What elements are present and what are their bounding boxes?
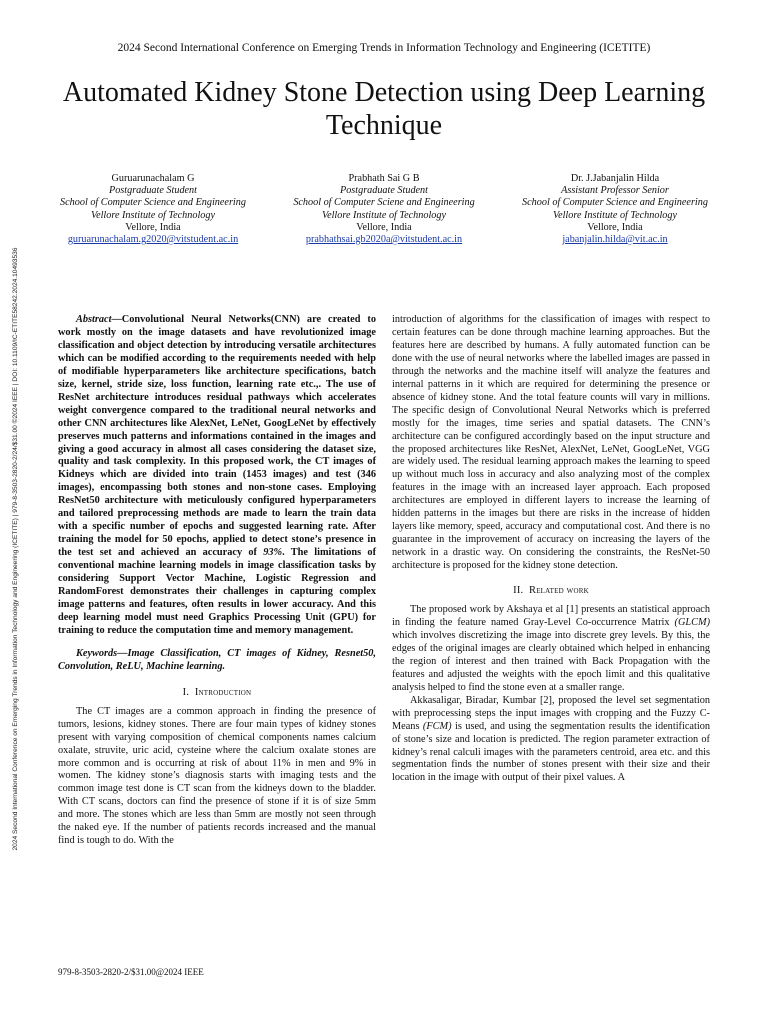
author-institution: Vellore Institute of Technology <box>90 209 216 221</box>
author-location: Vellore, India <box>356 221 412 233</box>
conference-header: 2024 Second International Conference on Emerging Trends in Information Technology and Engineering (ICETITE) <box>117 42 651 54</box>
author-location: Vellore, India <box>125 221 181 233</box>
author-institution: Vellore Institute of Technology <box>552 209 678 221</box>
author-role: Postgraduate Student <box>108 185 197 197</box>
abstract-text-2: . The limitations of conventional machine learning models in image classification tasks by considering Support Vector Machine, Logistic Regression and RandomForest demonstrates their challenges in capturing complex image patterns and features, often results in lower accuracy. And this deep learning model must need Graphics Processing Unit (GPU) for training to reduce the computation time and memory management. <box>58 547 377 636</box>
intro-paragraph-1: The CT images are a common approach in finding the presence of tumors, lesions, kidney stones. There are four main types of kidney stones present with varying composition of chemical components names calcium oxalate, struvite, uric acid, cysteine where the calcium oxalate stones are more common and is occurring at risk of about 11% in men and 9% in women. The kidney stone’s diagnosis starts with imaging tests and the common image test done is CT scan from the kidneys down to the bladder. With CT scans, doctors can find the presence of stone if it is of size 5mm and more. The stones which are less than 5mm are mostly not seen through the naked eye. If the number of patients records increased and the manual find is tough to do. With the <box>58 705 376 847</box>
left-column <box>58 314 376 848</box>
author-school: School of Computer Science and Engineering <box>60 197 246 209</box>
rw-text: is used, and using the segmentation results the identification of stone’s size and location is predicted. The region parameter extraction of kidney’s renal calculi images with the parameters centroid, area etc. and this segmentation finds the number of stones present with their size and their location in the image with output of their pixel values. A <box>392 720 710 784</box>
author-3 <box>520 173 710 246</box>
section-number: I. <box>182 686 190 698</box>
author-role: Assistant Professor Senior <box>561 185 669 197</box>
related-work-paragraph-1 <box>392 604 710 695</box>
abstract-accuracy: 93% <box>263 547 283 559</box>
section-heading-related-work <box>392 585 710 598</box>
section-heading-introduction <box>58 687 376 700</box>
author-name: Dr. J.Jabanjalin Hilda <box>570 173 660 184</box>
author-institution: Vellore Institute of Technology <box>321 209 447 221</box>
abstract-lead: Abstract <box>76 314 112 325</box>
author-email-link[interactable]: jabanjalin.hilda@vit.ac.in <box>562 234 668 246</box>
related-work-paragraph-2 <box>392 695 710 786</box>
rw-term: (GLCM) <box>674 616 710 628</box>
side-identifier-text: 2024 Second International Conference on Emerging Trends in Information Technology and Engineering (ICETITE) | 979-8-3503-2820-2/24/$31.00 ©2024 IEEE | DOI: 10.1109/IC-ETITE58242.2024.10493536 <box>12 247 19 851</box>
rw-text: Akkasaligar, Biradar, Kumbar [2], proposed the level set segmentation with preprocessing steps the input images with cropping and the Fuzzy C-Means <box>392 694 710 732</box>
section-title: Introduction <box>194 686 252 698</box>
author-2 <box>289 173 479 246</box>
right-column <box>392 314 710 785</box>
author-name: Prabhath Sai G B <box>348 173 420 184</box>
rw-text: The proposed work by Akshaya et al [1] presents an statistical approach in finding the feature named Gray-Level Co-occurrence Matrix <box>392 604 710 628</box>
abstract-text: —Convolutional Neural Networks(CNN) are created to work mostly on the image datasets and have revolutionized image classification and object detection by introducing versatile architectures which can be modified according to the requirements needed with help of modifiable hyperparameters like architecture specifications, batch size, kernel, stride size, loss function, learning rate etc.,. The use of ResNet architecture introduces residual pathways which accelerates weight convergence compared to the traditional neural networks and other CNN architectures like AlexNet, LeNet, GoogLeNet by effectively preserves much patterns and informations contained in the images and giving a good accuracy in almost all cases considering the dataset size, quality and task complexity. In this proposed work, the CT images of Kidneys which are divided into train (1453 images) and test (346 images), encompassing both stones and non-stone cases. Employing ResNet50 architecture with meticulously configured hyperparameters and tailored preprocessing methods are made to learn the train data with a specific number of epochs and suggested learning rate. After training the model for 50 epochs, applied to detect stone’s presence in the test set and achieved an accuracy of <box>58 314 376 559</box>
copyright-footer: 979-8-3503-2820-2/$31.00@2024 IEEE <box>58 967 204 977</box>
intro-paragraph-2: introduction of algorithms for the classification of images with respect to certain features can be done through machine learning approaches. But the features here are described by humans. A fully automated function can be done with the use of neural networks where the labelled images are passed in through the networks and the machine itself will analyze the features and internal patterns in it which are required for determining the presence or absence of kidney stone. And the total feature counts will vary in millions. The specific design of Convolutional Neural Networks which is preferred mostly for the images, time series and spatial datasets. The CNN’s architecture can be configured accordingly based on the input structure and the proposed architectures like ResNet, AlexNet, LeNet, GoogLeNet, VGG are widely used. The residual learning approach makes the learning to speed up without much loss in accuracy and also analyzing most of the complex features in the image with an increased layer approach. Each proposed architectures are employed in different layers to increase the learning of hidden patterns in the images but there are risks in the increase of hidden layers like memory, speed, accuracy and computational cost. And there is no guarantee in the improvement of accuracy on increasing the layers of the network in a drastic way. On considering the constraints, the ResNet-50 architecture is proposed for the kidney stone detection. <box>392 314 710 572</box>
rw-text: which involves discretizing the image into discrete grey levels. By this, the edges of the original images are clearly obtained which helped in enhancing the region of interest and then trained with Back Propagation with the features and adjusted the weights with the epoch limit and this qualitative analysis helped to find the stone even at a smaller range. <box>392 629 710 693</box>
section-number: II. <box>513 585 524 597</box>
author-1 <box>58 173 248 246</box>
paper-title: Automated Kidney Stone Detection using Deep Learning Technique <box>62 77 706 141</box>
author-school: School of Computer Sciene and Engineering <box>293 197 475 209</box>
keywords: Keywords—Image Classification, CT images of Kidney, Resnet50, Convolution, ReLU, Machine learning. <box>58 647 376 672</box>
section-title: Related work <box>529 585 589 597</box>
rw-term: (FCM) <box>422 720 452 732</box>
author-name: Guruarunachalam G <box>111 173 195 184</box>
abstract <box>58 314 376 638</box>
author-email-link[interactable]: prabhathsai.gb2020a@vitstudent.ac.in <box>305 234 463 246</box>
side-identifier-strip <box>6 146 26 952</box>
author-role: Postgraduate Student <box>339 185 428 197</box>
author-location: Vellore, India <box>587 221 643 233</box>
author-email-link[interactable]: guruarunachalam.g2020@vitstudent.ac.in <box>67 234 239 246</box>
author-school: School of Computer Science and Engineering <box>522 197 708 209</box>
